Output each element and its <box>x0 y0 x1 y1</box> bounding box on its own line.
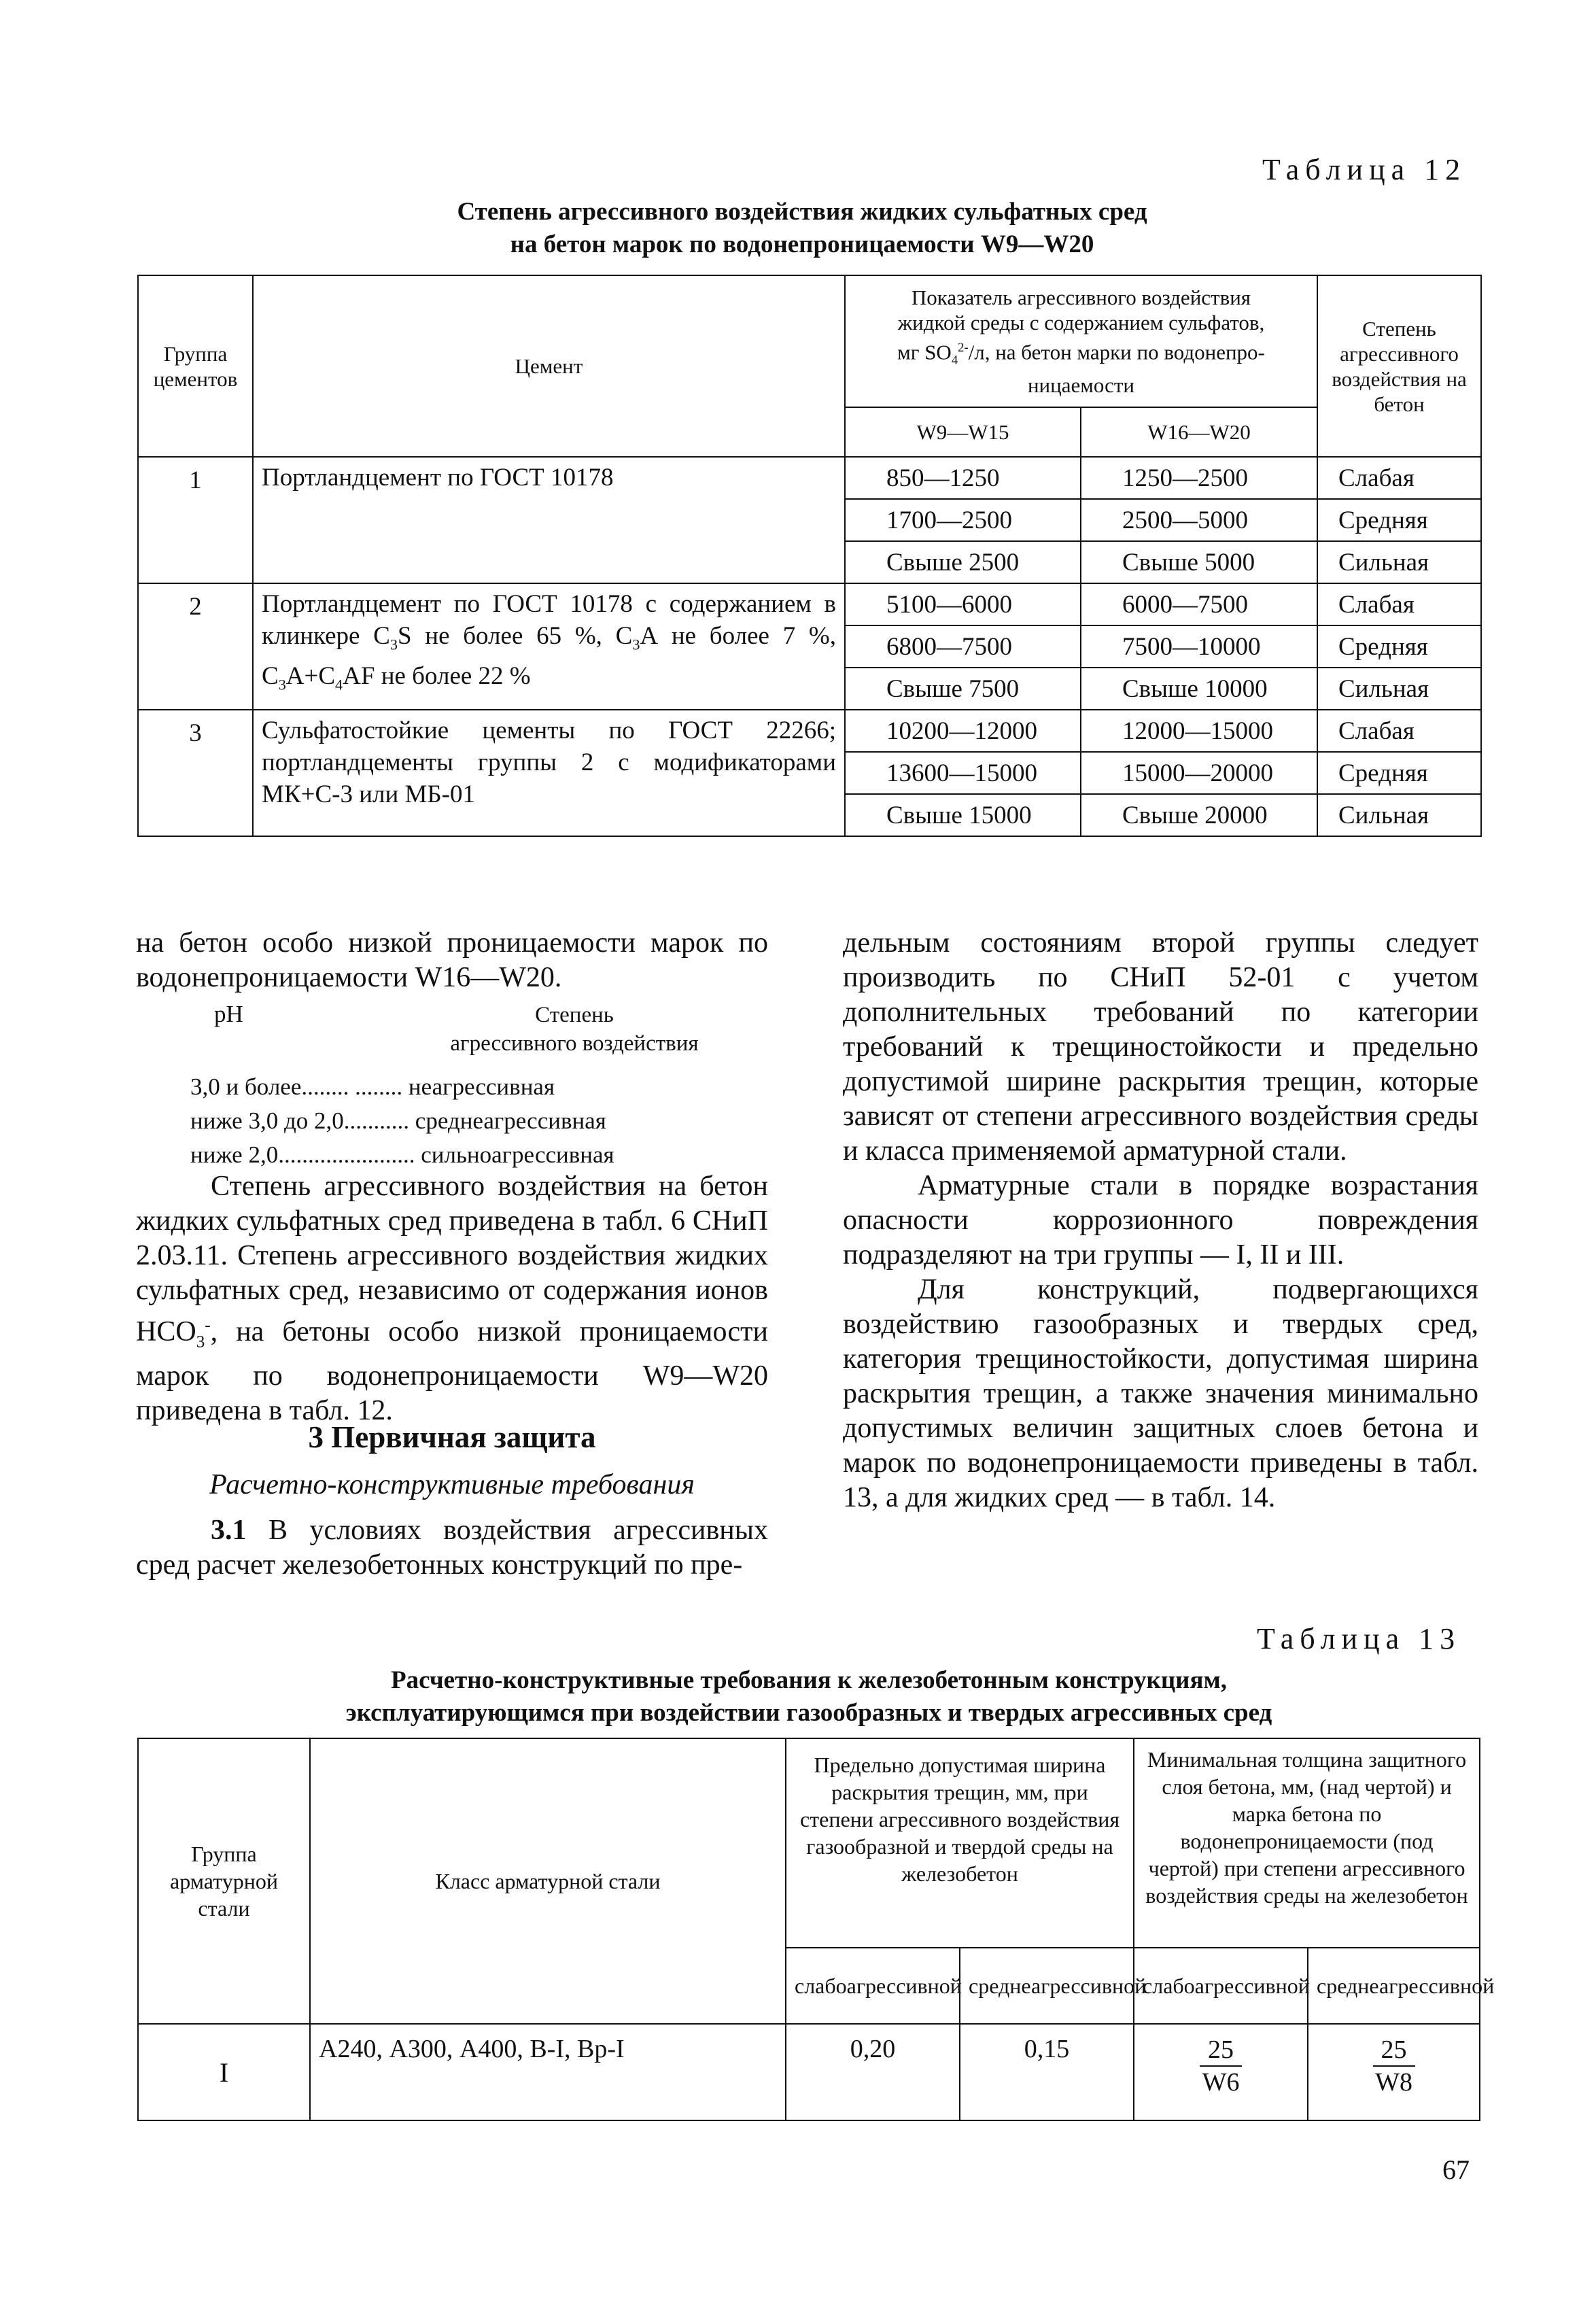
table12-title-line1: Степень агрессивного воздействия жидких сульфатных сред <box>457 198 1147 226</box>
header-w16: W16—W20 <box>1081 407 1317 457</box>
water-grade: W8 <box>1375 2068 1412 2097</box>
value-w16: Свыше 5000 <box>1081 541 1317 583</box>
value-w16: 1250—2500 <box>1081 457 1317 499</box>
group-num: 1 <box>138 457 253 583</box>
header-crack-width: Предельно допустимая ширина раскрытия трещин, мм, при степени агрессивного воздействия газообразной и твердой среды на железобетон <box>786 1738 1134 1948</box>
header-weak-cover: слабоагрессивной <box>1134 1948 1308 2024</box>
table13-title <box>136 1664 1482 1730</box>
value-w16: Свыше 10000 <box>1081 668 1317 710</box>
header-medium: среднеагрессивной <box>960 1948 1134 2024</box>
cover-thickness: 25 <box>1373 2034 1415 2067</box>
value-w16: 6000—7500 <box>1081 583 1317 625</box>
degree: Средняя <box>1317 499 1481 541</box>
header-cover: Минимальная толщина защитного слоя бетона, мм, (над чертой) и марка бетона по водонепроницаемости (под чертой) при степени агрессивного воздействия среды на железобетон <box>1134 1738 1480 1948</box>
degree: Средняя <box>1317 752 1481 794</box>
value-w16: 7500—10000 <box>1081 625 1317 668</box>
degree: Сильная <box>1317 668 1481 710</box>
value-w9: 13600—15000 <box>845 752 1081 794</box>
cement-name: Портландцемент по ГОСТ 10178 с содержанием в клинкере $С_3S$ не более 65 %, $С_3А$ не более 7 %, $С_3А+С_4AF$ не более 22 % <box>253 583 845 710</box>
ph-row: ниже 2,0....................... сильноагрессивная <box>190 1141 614 1168</box>
table13-label: Таблица 13 <box>1257 1622 1461 1655</box>
table13-title-line1: Расчетно-конструктивные требования к железобетонным конструкциям, <box>391 1666 1227 1694</box>
table12-title-line2: на бетон марок по водонепроницаемости W9—W20 <box>510 230 1094 258</box>
header-weak: слабоагрессивной <box>786 1948 960 2024</box>
value-w9: Свыше 2500 <box>845 541 1081 583</box>
right-text-p1: дельным состояниям второй группы следует производить по СНиП 52-01 с учетом дополнительных требований по категории требований к трещиностойкости и предельно допустимой ширине раскрытия трещин, которые зависят от степени агрессивного воздействия среды и класса применяемой арматурной стали. <box>843 927 1478 1167</box>
width-medium: 0,15 <box>960 2024 1134 2120</box>
section-heading: 3 Первичная защита <box>308 1420 596 1454</box>
header-indicator: Показатель агрессивного воздействия жидкой среды с содержанием сульфатов, мг $SO_4^{2-}/л$, на бетон марки по водонепро- ницаемости <box>845 275 1317 407</box>
value-w9: 1700—2500 <box>845 499 1081 541</box>
cover-weak <box>1134 2024 1308 2120</box>
value-w16: Свыше 20000 <box>1081 794 1317 836</box>
ph-row: ниже 3,0 до 2,0........... среднеагрессивная <box>190 1107 606 1134</box>
table12 <box>137 275 1482 837</box>
degree: Слабая <box>1317 457 1481 499</box>
table12-label: Таблица 12 <box>1262 153 1467 186</box>
steel-class: А240, А300, А400, В-I, Вр-I <box>310 2024 786 2120</box>
ph-header: pH <box>214 1001 243 1027</box>
value-w9: 850—1250 <box>845 457 1081 499</box>
header-degree: Степень агрессивного воздействия на бетон <box>1317 275 1481 457</box>
right-text-p2: Арматурные стали в порядке возрастания опасности коррозионного повреждения подразделяют на три группы — I, II и III. <box>843 1170 1478 1271</box>
value-w9: Свыше 7500 <box>845 668 1081 710</box>
degree: Слабая <box>1317 583 1481 625</box>
left-text-p1: на бетон особо низкой проницаемости марок по водонепроницаемости W16—W20. <box>136 927 768 993</box>
value-w9: Свыше 15000 <box>845 794 1081 836</box>
group-num: 2 <box>138 583 253 710</box>
value-w16: 15000—20000 <box>1081 752 1317 794</box>
subsection-heading: Расчетно-конструктивные требования <box>209 1469 695 1500</box>
degree: Сильная <box>1317 541 1481 583</box>
ph-list <box>190 1070 734 1172</box>
table13-title-line2: эксплуатирующимся при воздействии газообразных и твердых агрессивных сред <box>345 1699 1272 1727</box>
cover-medium <box>1308 2024 1480 2120</box>
value-w9: 5100—6000 <box>845 583 1081 625</box>
ph-row: 3,0 и более........ ........ неагрессивная <box>190 1073 555 1100</box>
cement-name: Портландцемент по ГОСТ 10178 <box>253 457 845 583</box>
header-cement: Цемент <box>253 275 845 457</box>
value-w16: 2500—5000 <box>1081 499 1317 541</box>
value-w9: 6800—7500 <box>845 625 1081 668</box>
left-text-p3: 3.1 В условиях воздействия агрессивных сред расчет железобетонных конструкций по пре- <box>136 1515 768 1581</box>
steel-group: I <box>138 2024 310 2120</box>
degree: Слабая <box>1317 710 1481 752</box>
value-w9: 10200—12000 <box>845 710 1081 752</box>
right-text-p3: Для конструкций, подвергающихся воздействию газообразных и твердых сред, категория трещиностойкости, допустимая ширина раскрытия трещин, а также значения минимально допустимых величин защитных слоев бетона и марок по водонепроницаемости приведены в табл. 13, а для жидких сред — в табл. 14. <box>843 1274 1478 1513</box>
header-group: Группа цементов <box>138 275 253 457</box>
header-steel-group: Группа арматурной стали <box>138 1738 310 2024</box>
degree: Средняя <box>1317 625 1481 668</box>
page-number: 67 <box>1442 2154 1470 2185</box>
width-weak: 0,20 <box>786 2024 960 2120</box>
header-medium-cover: среднеагрессивной <box>1308 1948 1480 2024</box>
group-num: 3 <box>138 710 253 836</box>
header-steel-class: Класс арматурной стали <box>310 1738 786 2024</box>
value-w16: 12000—15000 <box>1081 710 1317 752</box>
degree-header: Степень агрессивного воздействия <box>450 1003 699 1056</box>
header-w9: W9—W15 <box>845 407 1081 457</box>
table13 <box>137 1738 1495 2121</box>
degree: Сильная <box>1317 794 1481 836</box>
cement-name: Сульфатостойкие цементы по ГОСТ 22266; портландцементы группы 2 с модификаторами МК+С-3 или МБ-01 <box>253 710 845 836</box>
table12-title <box>177 196 1427 261</box>
cover-thickness: 25 <box>1200 2034 1242 2067</box>
left-text-p2: Степень агрессивного воздействия на бетон жидких сульфатных сред приведена в табл. 6 СНиП 2.03.11. Степень агрессивного воздействия жидких сульфатных сред, независимо от содержания ионов $НСО_3^-$, на бетоны особо низкой проницаемости марок по водонепроницаемости W9—W20 приведена в табл. 12. <box>136 1171 768 1427</box>
water-grade: W6 <box>1202 2068 1240 2097</box>
right-column <box>843 926 1478 1515</box>
